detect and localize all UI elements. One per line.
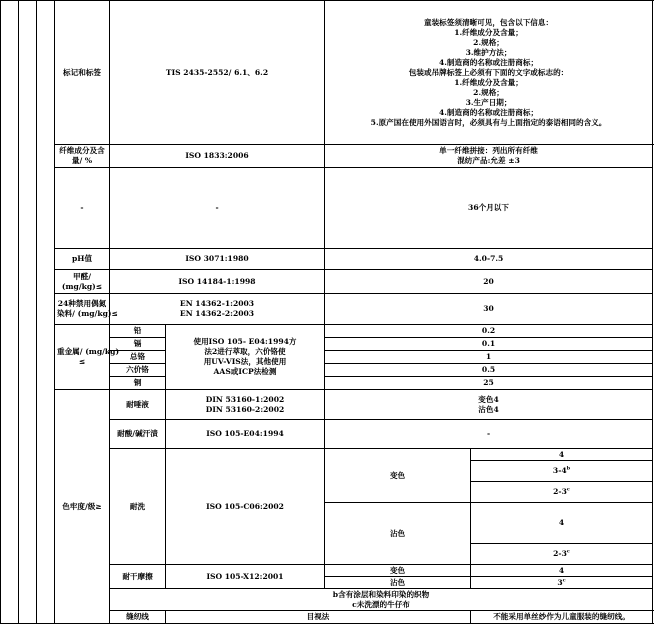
label-line: 3.生产日期； [465,97,512,107]
heavy-element: 六价铬 [110,364,166,377]
fiber-req-line: 混纺产品:允差 ±3 [457,156,520,165]
saliva-method-line: DIN 53160-2:2002 [205,404,285,414]
fiber-name: 纤维成分及含量/ % [55,145,110,168]
rub-method: ISO 105-X12:2001 [166,565,325,589]
wash-stain-label: 沾色 [325,503,471,565]
formaldehyde-value-1: 20 [325,270,653,294]
wash-name: 耐洗 [110,449,166,565]
label-line: 4.制造商的名称或注册商标； [439,57,539,67]
footnote-mark: c [562,576,566,583]
label-line: 包装或吊牌标签上必须有下面的文字或标志的： [408,67,569,77]
heavy-value-1: 25 [325,377,653,390]
ph-name: pH值 [55,249,110,270]
wash-grade: 2-3 [553,487,567,496]
label-requirement [325,1,653,145]
wash-value-1 [471,544,653,565]
azo-method-line: EN 14362-1:2003 [179,299,255,308]
fastness-notes [110,589,653,611]
azo-value-1: 30 [325,294,653,325]
fiber-requirement [325,145,653,168]
saliva-row [1,390,653,420]
label-line: 1.纤维成分及含量； [454,77,523,87]
heavy-value-1: 1 [325,351,653,364]
age-header-row [1,168,653,249]
heavy-element: 铜 [110,377,166,390]
label-line: 3.维护方法； [465,47,512,57]
wash-grade: 2-3 [553,549,567,558]
saliva-value-1 [325,390,653,420]
saliva-value-line: 沾色4 [478,404,499,414]
heavy-name-line: ≤ [78,357,86,366]
wash-value-1: 4 [471,503,653,544]
heavy-method-line: 法2进行萃取，六价铬使 [204,347,286,356]
azo-name-line: 24种禁用偶氮 [57,299,107,308]
footnote-mark: c [566,548,570,555]
label-line: 1.纤维成分及含量； [454,27,523,37]
outer-col-3 [37,1,55,624]
saliva-method [166,390,325,420]
label-line: 2.规格； [473,37,504,47]
wash-value-1 [471,461,653,482]
saliva-method-line: DIN 53160-1:2002 [205,394,285,404]
azo-name [55,294,118,325]
footnote: b含有涂层和染料印染的织物 [332,589,430,599]
saliva-value-line: 变色4 [478,394,499,404]
heavy-name [55,325,120,390]
ph-method: ISO 3071:1980 [110,249,325,270]
label-line: 5.原产国在使用外国语言时，必须具有与上面指定的泰语相同的含义。 [370,117,607,127]
heavy-value-1: 0.2 [325,325,653,338]
heavy-row [1,325,653,338]
age-dash-1: - [55,168,110,249]
rub-change-label: 变色 [325,565,471,577]
heavy-value-1: 0.1 [325,338,653,351]
sweat-value-1: - [325,420,653,449]
fastness-name: 色牢度/级≥ [55,390,110,624]
fiber-req-line: 单一纤维拼接：列出所有纤维 [439,146,538,155]
formaldehyde-row [1,270,653,294]
rub-value-1: 4 [471,565,653,577]
label-line: 童装标签须清晰可见，包含以下信息： [423,17,554,27]
footnote: c未洗漂的牛仔布 [352,599,410,609]
heavy-element: 镉 [110,338,166,351]
rub-name: 耐干摩擦 [110,565,166,589]
rub-value-1 [471,577,653,589]
wash-grade: 3-4 [552,466,567,475]
heavy-element: 总铬 [110,351,166,364]
formaldehyde-name: 甲醛/ (mg/kg)≤ [55,270,110,294]
sweat-name: 耐酸/碱汗渍 [110,420,166,449]
outer-col-2 [19,1,37,624]
age-dash-2: - [110,168,325,249]
ph-value-1: 4.0-7.5 [325,249,653,270]
footnote-mark: b [566,465,571,472]
heavy-method [166,325,325,390]
azo-method-line: EN 14362-2:2003 [179,309,255,318]
formaldehyde-method: ISO 14184-1:1998 [110,270,325,294]
footnote-mark: c [566,486,570,493]
heavy-name-line: 重金属/ (mg/kg) [57,347,120,356]
fiber-row [1,145,653,168]
wash-value-1: 4 [471,449,653,461]
rub-stain-label: 沾色 [325,577,471,589]
heavy-method-line: 使用ISO 105- E04:1994方 [193,337,297,346]
wash-method: ISO 105-C06:2002 [166,449,325,565]
label-row [1,1,653,145]
label-method: TIS 2435-2552/ 6.1、6.2 [110,1,325,145]
sweat-method: ISO 105-E04:1994 [166,420,325,449]
thread-name: 缝纫线 [110,611,166,624]
saliva-name: 耐唾液 [110,390,166,420]
label-line: 4.制造商的名称或注册商标； [439,107,539,117]
heavy-method-line: 用UV-VIS法，其他使用 [203,357,287,366]
azo-method [110,294,325,325]
heavy-method-line: AAS或ICP法检测 [213,367,277,376]
wash-value-1 [471,482,653,503]
azo-name-line: 染料/ (mg/kg)≤ [57,309,118,318]
heavy-value-1: 0.5 [325,364,653,377]
thread-method: 目视法 [166,611,471,624]
ph-row [1,249,653,270]
label-line: 2.规格； [473,87,504,97]
label-name: 标记和标签 [55,1,110,145]
heavy-element: 铅 [110,325,166,338]
wash-change-label: 变色 [325,449,471,503]
azo-row [1,294,653,325]
fiber-method: ISO 1833:2006 [110,145,325,168]
thread-requirement: 不能采用单丝纱作为儿童服装的缝纫线。 [471,611,653,624]
outer-col-1 [1,1,19,624]
rub-grade: 3 [557,577,563,587]
age-col-under-36m: 36个月以下 [325,168,653,249]
